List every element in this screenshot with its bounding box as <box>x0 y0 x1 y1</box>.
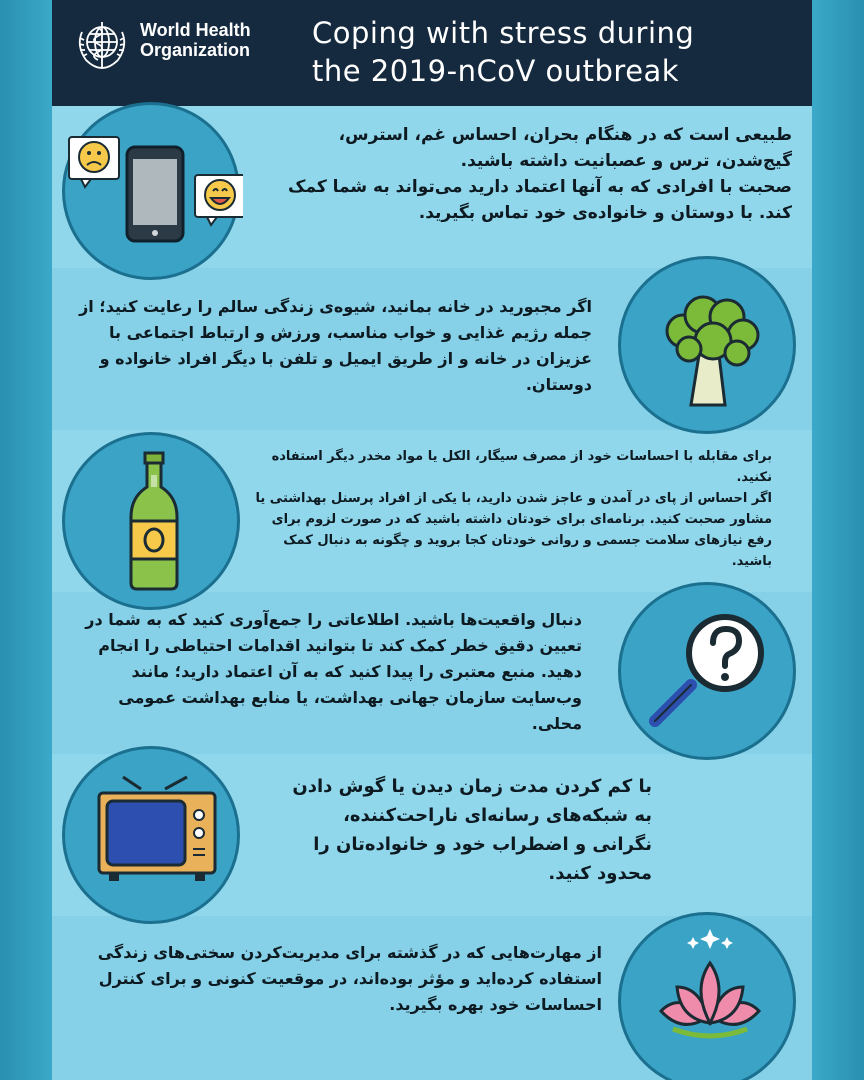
tip-3-paragraph-1: برای مقابله با احساسات خود از مصرف سیگار، الکل یا مواد مخدر دیگر استفاده نکنید. <box>271 449 772 485</box>
tip-1-text <box>262 122 792 226</box>
tip-6-text <box>72 940 602 1018</box>
org-name-line1: World Health <box>140 20 251 40</box>
magnifier-question-icon <box>621 585 799 763</box>
tip-3-paragraph-2: اگر احساس از پای در آمدن و عاجز شدن دارید، با یکی از افراد پرسنل بهداشتی یا مشاور صحبت کنید. برنامه‌ای برای خودتان داشته باشید که در صورت لزوم برای رفع نیازهای سلامت جسمی و روانی خودتان کجا بروید و چگونه به دنبال کمک باشید. <box>255 491 772 569</box>
phone-chat-icon <box>65 105 243 283</box>
tip-2-text <box>72 294 592 398</box>
tip-6-paragraph-1: از مهارت‌هایی که در گذشته برای مدیریت‌کردن سختی‌های زندگی استفاده کرده‌اید و مؤثر بوده‌اند، در موقعیت کنونی و برای کنترل احساسات خود بهره بگیرید. <box>97 943 602 1014</box>
tip-3-icon-circle <box>62 432 240 610</box>
lotus-icon <box>621 915 799 1080</box>
who-emblem-icon <box>70 12 134 76</box>
page-title <box>312 14 694 90</box>
tip-4-text <box>82 607 582 737</box>
infographic <box>52 0 812 1080</box>
television-icon <box>65 749 243 927</box>
tip-2-paragraph-1: اگر مجبورید در خانه بمانید، شیوه‌ی زندگی سالم را رعایت کنید؛ از جمله رژیم غذایی و خواب مناسب، ورزش و ارتباط اجتماعی با عزیزان در خانه و از طریق ایمیل و تلفن با دیگر افراد خانواده و دوستان. <box>79 297 592 394</box>
header-bar <box>52 0 812 106</box>
org-name-line2: Organization <box>140 40 251 60</box>
org-name <box>140 20 251 60</box>
title-line2: the 2019-nCoV outbreak <box>312 54 680 88</box>
tip-2-icon-circle <box>618 256 796 434</box>
tip-5-text <box>292 772 652 888</box>
tip-5-paragraph-1: با کم کردن مدت زمان دیدن یا گوش دادن به شبکه‌های رسانه‌ای ناراحت‌کننده، نگرانی و اضطراب خود و خانواده‌تان را محدود کنید. <box>292 776 652 884</box>
bottle-icon <box>65 435 243 613</box>
title-line1: Coping with stress during <box>312 16 695 50</box>
tip-1-paragraph-2: صحبت با افرادی که به آنها اعتماد دارید می‌تواند به شما کمک کند. با دوستان و خانواده‌ی خود تماس بگیرید. <box>288 177 792 223</box>
broccoli-icon <box>621 259 799 437</box>
tip-3-text <box>252 446 772 572</box>
tip-4-icon-circle <box>618 582 796 760</box>
tip-1-paragraph-1: طبیعی است که در هنگام بحران، احساس غم، استرس، گیج‌شدن، ترس و عصبانیت داشته باشید. <box>338 125 792 171</box>
tip-4-paragraph-1: دنبال واقعیت‌ها باشید. اطلاعاتی را جمع‌آوری کنید که به شما در تعیین دقیق خطر کمک کند تا بتوانید اقدامات احتیاطی را انجام دهید. منبع معتبری را پیدا کنید که به آن اعتماد دارید؛ مانند وب‌سایت سازمان جهانی بهداشت، یا منابع بهداشت عمومی محلی. <box>85 610 582 733</box>
tip-6-icon-circle <box>618 912 796 1080</box>
tip-1-icon-circle <box>62 102 240 280</box>
tip-5-icon-circle <box>62 746 240 924</box>
